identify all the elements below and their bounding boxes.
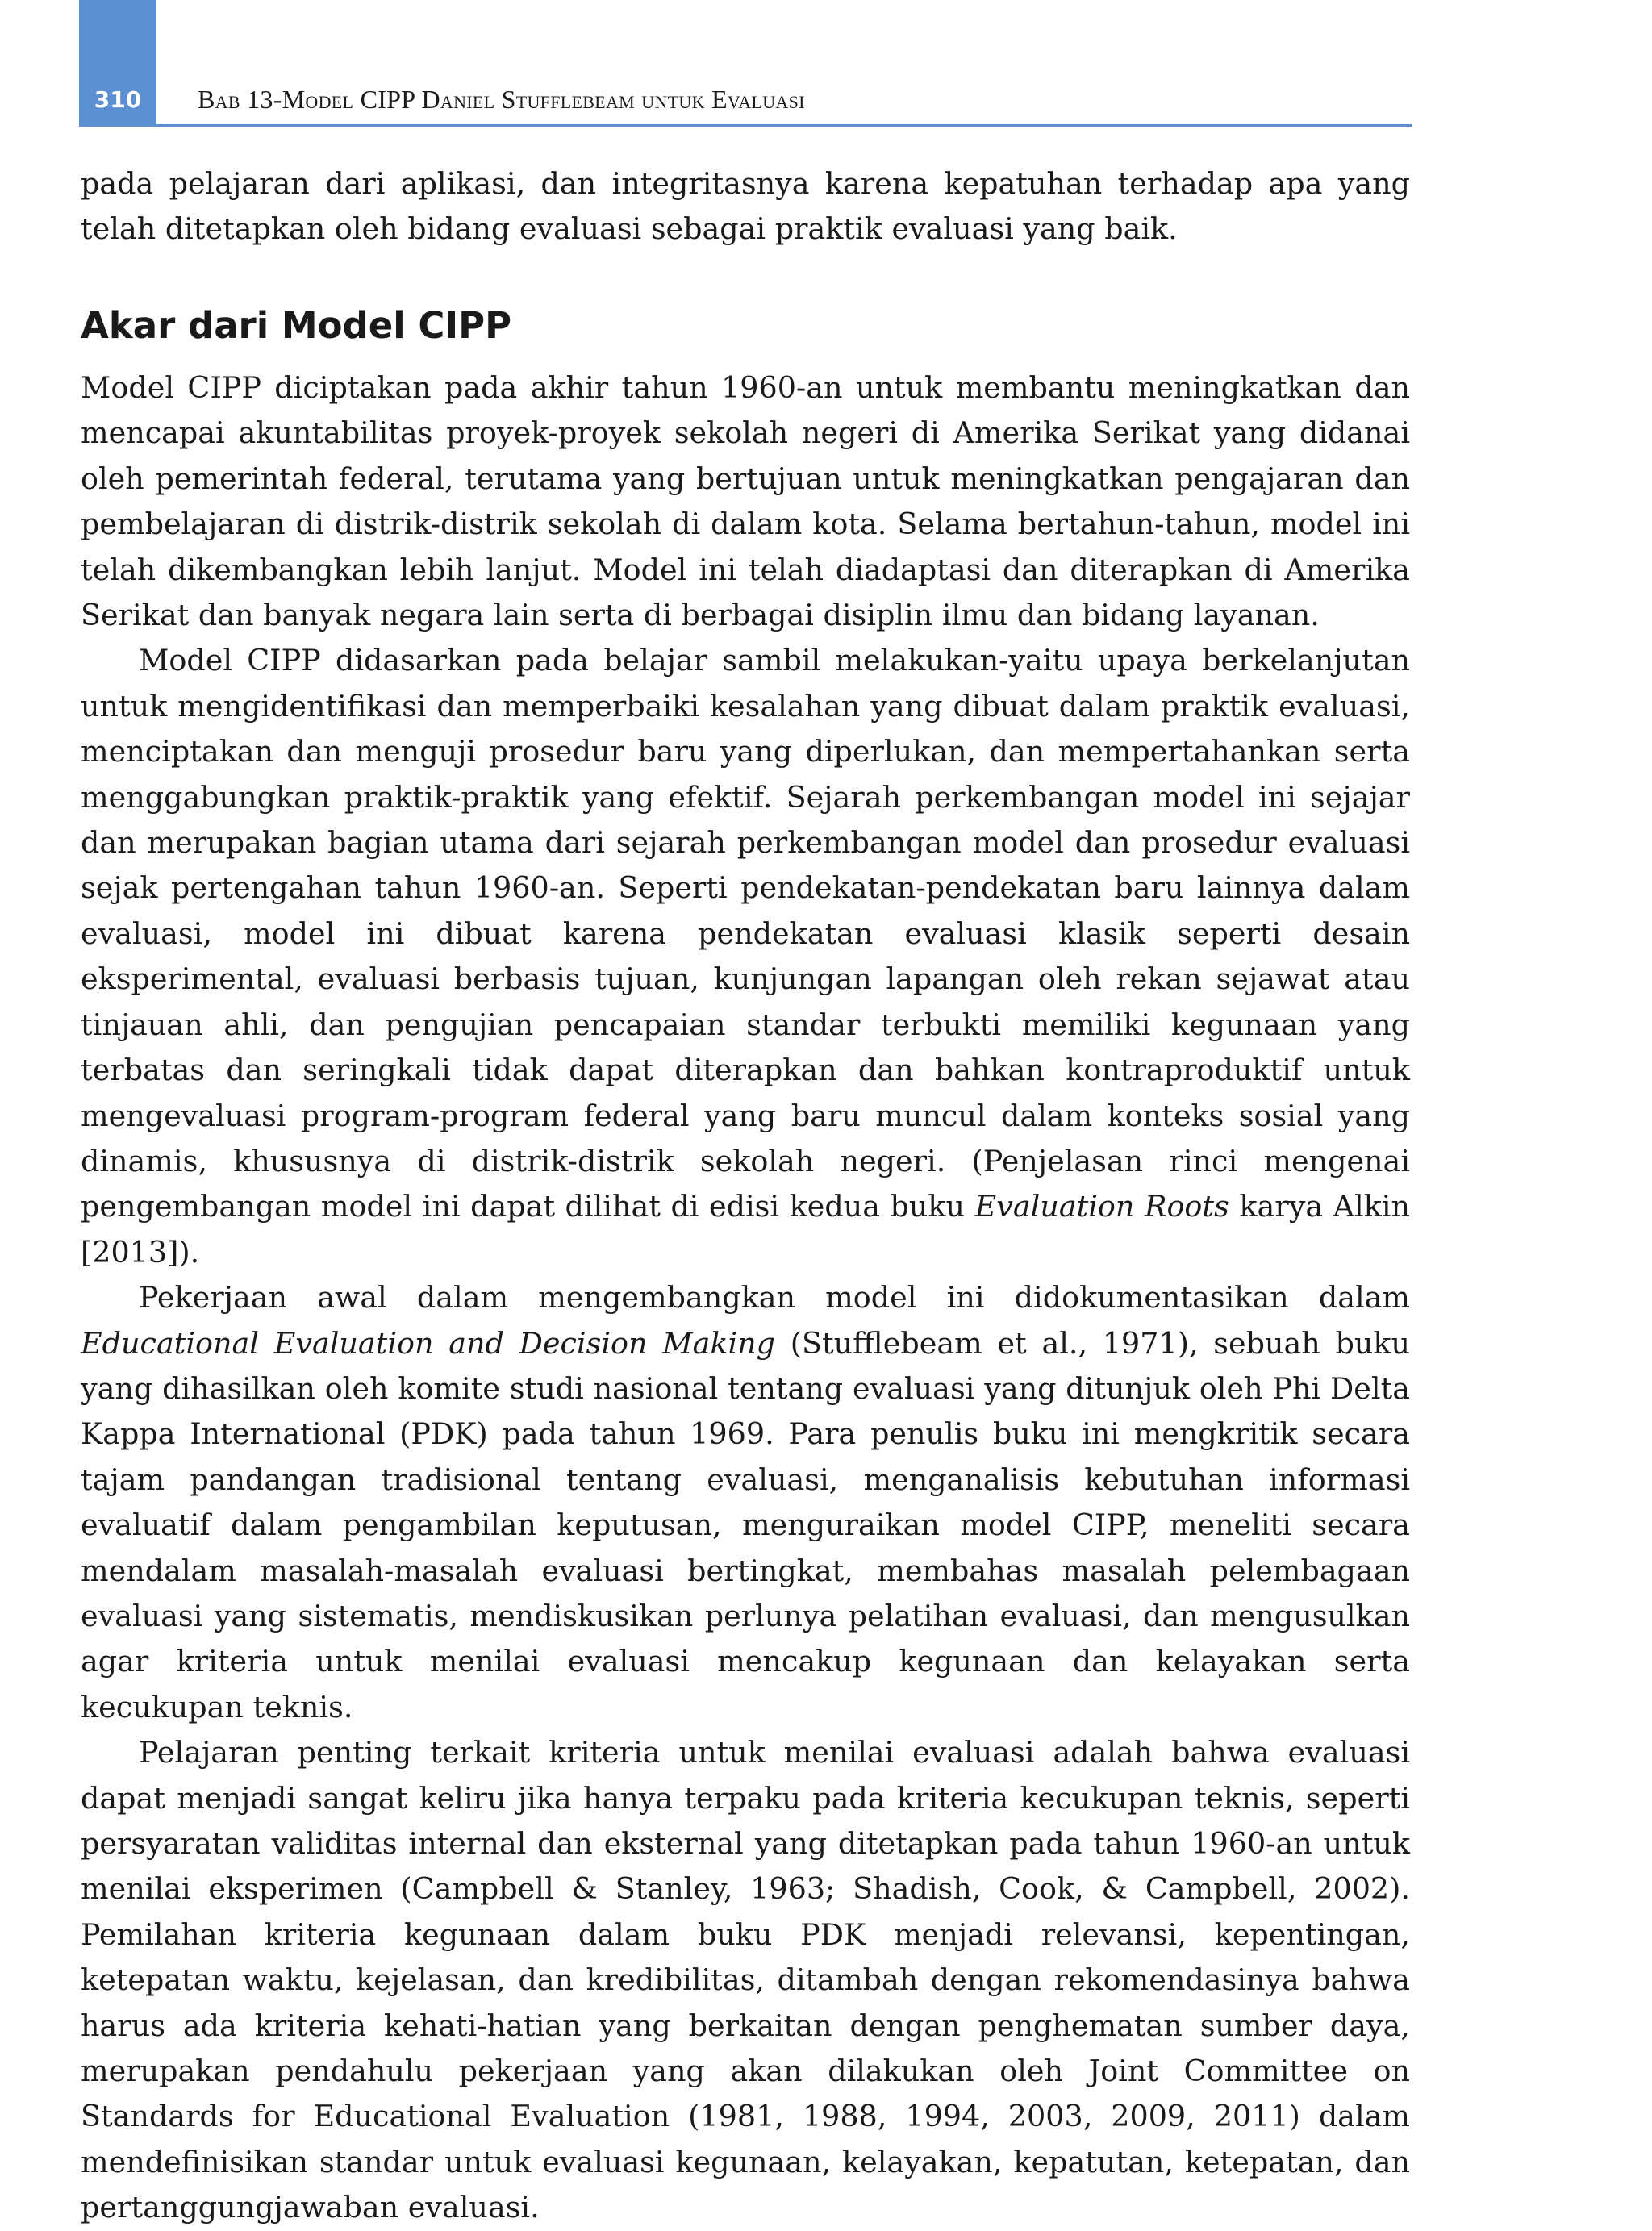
paragraph-2-tail: karya Alkin [2013]).: [81, 1189, 1410, 1270]
paragraph-3-lead: Pekerjaan awal dalam mengembangkan model ini didokumentasikan dalam: [139, 1280, 1410, 1316]
book-title-evaluation-roots: Evaluation Roots: [974, 1189, 1229, 1224]
section-heading: Akar dari Model CIPP: [81, 304, 512, 347]
paragraph-1: Model CIPP diciptakan pada akhir tahun 1960-an untuk membantu meningkatkan dan mencapai akuntabilitas proyek-proyek sekolah negeri di Amerika Serikat yang didanai oleh pemerintah federal, terutama yang bertujuan untuk meningkatkan pengajaran dan pembelajaran di distrik-distrik sekolah di dalam kota. Selama bertahun-tahun, model ini telah dikembangkan lebih lanjut. Model ini telah diadaptasi dan diterapkan di Amerika Serikat dan banyak negara lain serta di berbagai disiplin ilmu dan bidang layanan.: [81, 370, 1410, 633]
intro-paragraph: pada pelajaran dari aplikasi, dan integritasnya karena kepatuhan terhadap apa yang telah ditetapkan oleh bidang evaluasi sebagai praktik evaluasi yang baik.: [81, 166, 1410, 247]
running-head: Bab 13-Model CIPP Daniel Stufflebeam untuk Evaluasi: [198, 85, 805, 114]
page-number: 310: [94, 86, 142, 113]
section-body: [81, 365, 1410, 2231]
paragraph-3: [81, 1275, 1410, 1730]
header-rule: [79, 124, 1412, 127]
intro-text: [81, 161, 1410, 252]
paragraph-4: Pelajaran penting terkait kriteria untuk menilai evaluasi adalah bahwa evaluasi dapat menjadi sangat keliru jika hanya terpaku pada kriteria kecukupan teknis, seperti persyaratan validitas internal dan eksternal yang ditetapkan pada tahun 1960-an untuk menilai eksperimen (Campbell & Stanley, 1963; Shadish, Cook, & Campbell, 2002). Pemilahan kriteria kegunaan dalam buku PDK menjadi relevansi, kepentingan, ketepatan waktu, kejelasan, dan kredibilitas, ditambah dengan rekomendasinya bahwa harus ada kriteria kehati-hatian yang berkaitan dengan penghematan sumber daya, merupakan pendahulu pekerjaan yang akan dilakukan oleh Joint Committee on Standards for Educational Evaluation (1981, 1988, 1994, 2003, 2009, 2011) dalam mendefinisikan standar untuk evaluasi kegunaan, kelayakan, kepatutan, ketepatan, dan pertanggungjawaban evaluasi.: [81, 1735, 1410, 2225]
paragraph-3-tail: (Stufflebeam et al., 1971), sebuah buku yang dihasilkan oleh komite studi nasional tentang evaluasi yang ditunjuk oleh Phi Delta Kappa International (PDK) pada tahun 1969. Para penulis buku ini mengkritik secara tajam pandangan tradisional tentang evaluasi, menganalisis kebutuhan informasi evaluatif dalam pengambilan keputusan, menguraikan model CIPP, meneliti secara mendalam masalah-masalah evaluasi bertingkat, membahas masalah pelembagaan evaluasi yang sistematis, mendiskusikan perlunya pelatihan evaluasi, dan mengusulkan agar kriteria untuk menilai evaluasi mencakup kegunaan dan kelayakan serta kecukupan teknis.: [81, 1325, 1410, 1724]
book-title-educational-evaluation: Educational Evaluation and Decision Making: [81, 1325, 776, 1361]
paragraph-2-text: Model CIPP didasarkan pada belajar sambil melakukan-yaitu upaya berkelanjutan untuk mengidentifikasi dan memperbaiki kesalahan yang dibuat dalam praktik evaluasi, menciptakan dan menguji prosedur baru yang diperlukan, dan mempertahankan serta menggabungkan praktik-praktik yang efektif. Sejarah perkembangan model ini sejajar dan merupakan bagian utama dari sejarah perkembangan model dan prosedur evaluasi sejak pertengahan tahun 1960-an. Seperti pendekatan-pendekatan baru lainnya dalam evaluasi, model ini dibuat karena pendekatan evaluasi klasik seperti desain eksperimental, evaluasi berbasis tujuan, kunjungan lapangan oleh rekan sejawat atau tinjauan ahli, dan pengujian pencapaian standar terbukti memiliki kegunaan yang terbatas dan seringkali tidak dapat diterapkan dan bahkan kontraproduktif untuk mengevaluasi program-program federal yang baru muncul dalam konteks sosial yang dinamis, khususnya di distrik-distrik sekolah negeri. (Penjelasan rinci mengenai pengembangan model ini dapat dilihat di edisi kedua buku: [81, 643, 1410, 1224]
paragraph-2: [81, 638, 1410, 1275]
